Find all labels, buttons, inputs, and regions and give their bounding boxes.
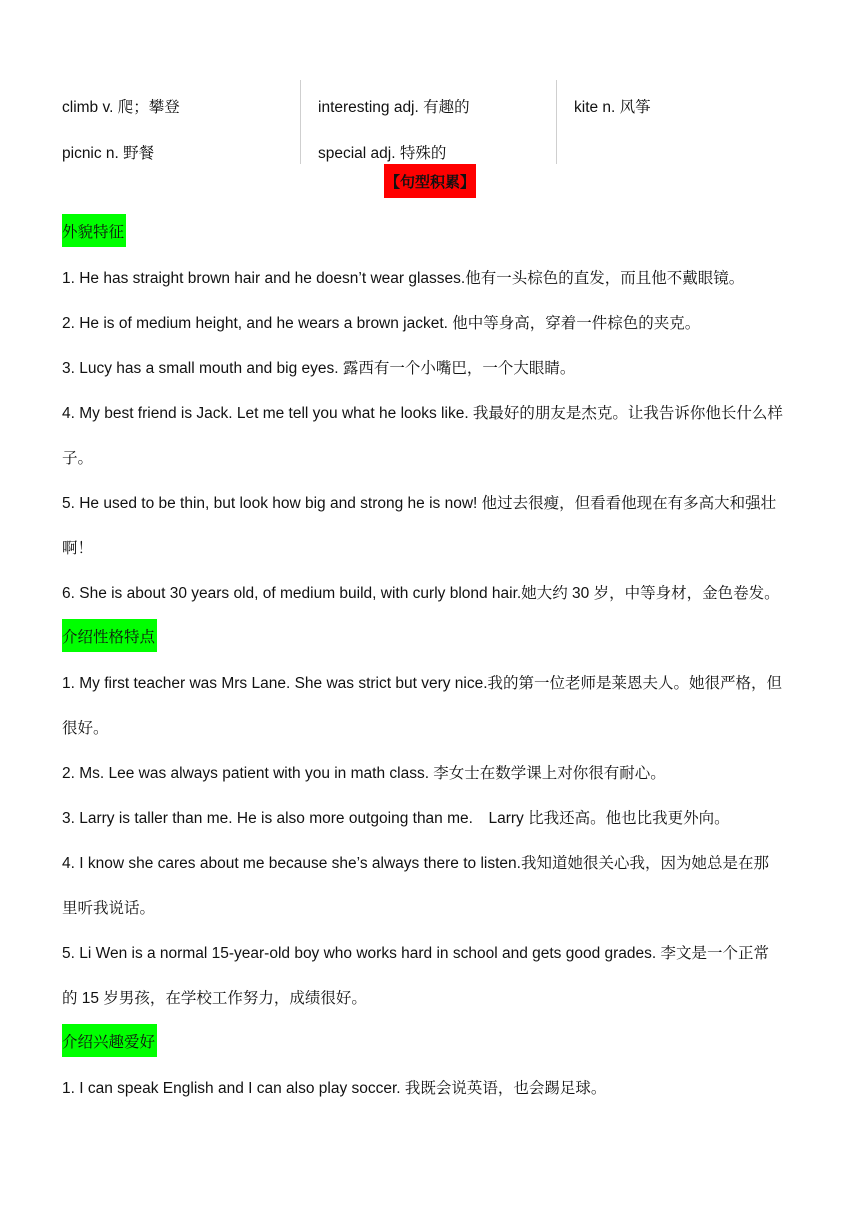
sentence-line: 的 15 岁男孩，在学校工作努力，成绩很好。 <box>62 990 367 1007</box>
vocab-item: special adj. 特殊的 <box>318 145 447 162</box>
sentence-line: 4. I know she cares about me because she’s always there to listen.我知道她很关心我，因为她总是在那 <box>62 855 769 872</box>
sentence-line: 2. Ms. Lee was always patient with you in math class. 李女士在数学课上对你很有耐心。 <box>62 765 666 782</box>
sentence-line: 很好。 <box>62 720 109 737</box>
sentence-line: 3. Lucy has a small mouth and big eyes. 露西有一个小嘴巴，一个大眼睛。 <box>62 360 576 377</box>
sentence-line: 5. He used to be thin, but look how big and strong he is now! 他过去很瘦，但看看他现在有多高大和强壮 <box>62 495 777 512</box>
sentence-line: 里听我说话。 <box>62 900 156 917</box>
personality-heading: 介绍性格特点 <box>62 619 157 652</box>
vocab-column-1 <box>62 80 298 164</box>
vocab-item: picnic n. 野餐 <box>62 145 155 162</box>
sentence-line: 1. He has straight brown hair and he doesn’t wear glasses.他有一头棕色的直发，而且他不戴眼镜。 <box>62 270 745 287</box>
appearance-heading: 外貌特征 <box>62 214 126 247</box>
hobbies-heading: 介绍兴趣爱好 <box>62 1024 157 1057</box>
vocabulary-table <box>62 80 812 164</box>
sentence-line: 1. My first teacher was Mrs Lane. She was strict but very nice.我的第一位老师是莱恩夫人。她很严格，但 <box>62 675 783 692</box>
sentence-line: 啊！ <box>62 540 94 557</box>
sentence-line: 2. He is of medium height, and he wears a brown jacket. 他中等身高，穿着一件棕色的夹克。 <box>62 315 701 332</box>
sentence-line: 1. I can speak English and I can also play soccer. 我既会说英语，也会踢足球。 <box>62 1080 607 1097</box>
vocab-item: kite n. 风筝 <box>574 99 651 116</box>
vocab-column-2 <box>300 80 556 164</box>
sentence-line: 6. She is about 30 years old, of medium build, with curly blond hair.她大约 30 岁，中等身材，金色卷发。 <box>62 585 780 602</box>
vocab-column-3 <box>556 80 812 164</box>
vocab-item: climb v. 爬；攀登 <box>62 99 180 116</box>
sentence-line: 子。 <box>62 450 94 467</box>
sentence-line: 3. Larry is taller than me. He is also more outgoing than me. Larry 比我还高。他也比我更外向。 <box>62 810 730 827</box>
sentence-line: 4. My best friend is Jack. Let me tell you what he looks like. 我最好的朋友是杰克。让我告诉你他长什么样 <box>62 405 783 422</box>
section-title-banner: 【句型积累】 <box>384 164 476 198</box>
sentence-line: 5. Li Wen is a normal 15-year-old boy who works hard in school and gets good grades. 李文是一个正常 <box>62 945 770 962</box>
vocab-item: interesting adj. 有趣的 <box>318 99 470 116</box>
